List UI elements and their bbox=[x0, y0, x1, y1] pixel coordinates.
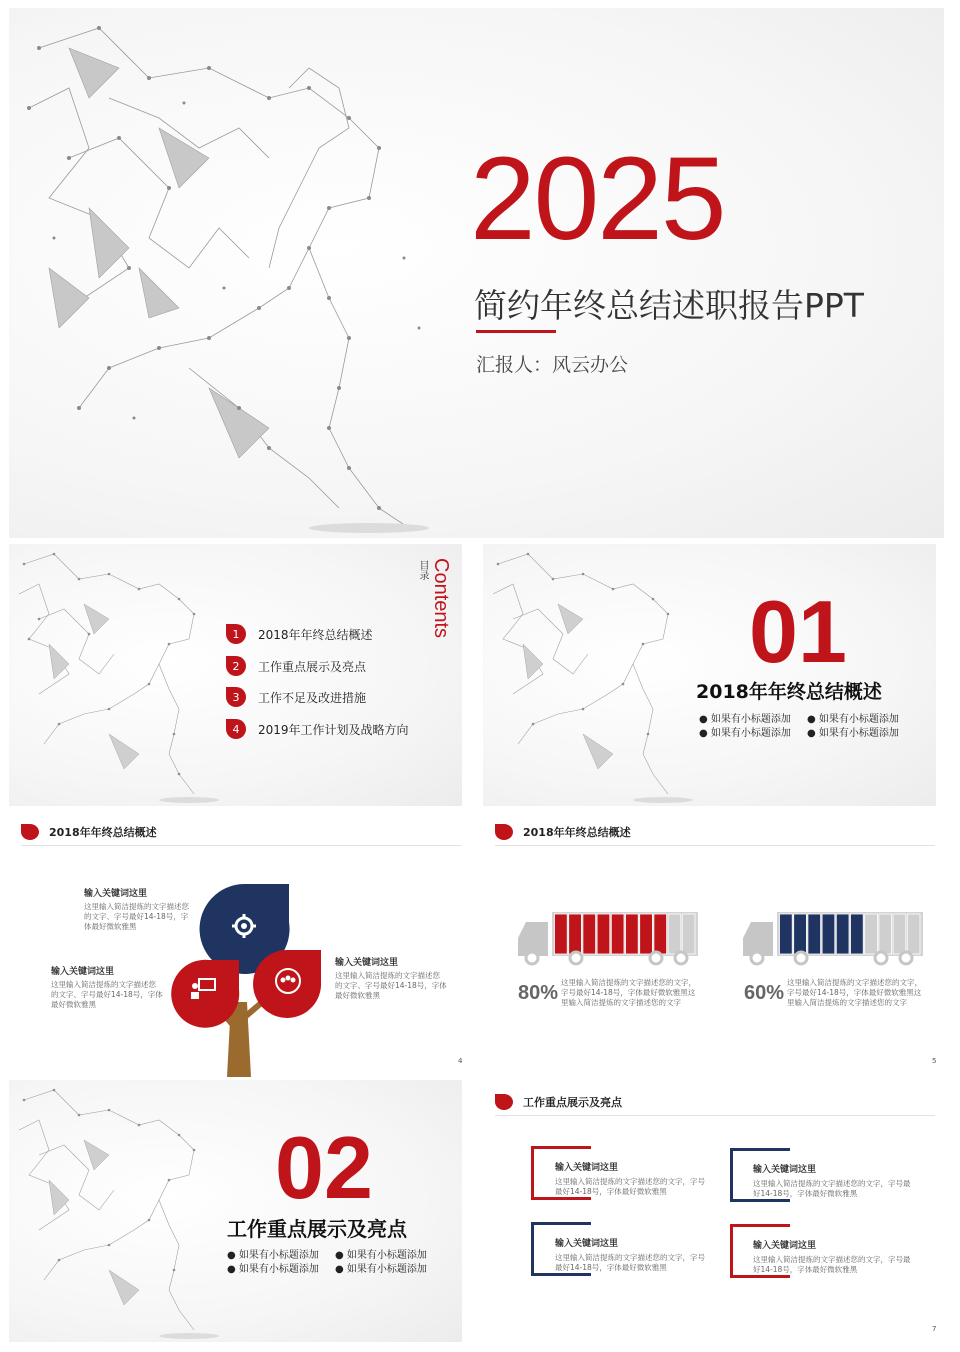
toc-item-1[interactable] bbox=[226, 623, 373, 645]
leaf-number-badge: 4 bbox=[226, 719, 246, 739]
slide-contents bbox=[9, 544, 462, 806]
bullet-item: ● 如果有小标题添加 bbox=[699, 728, 791, 739]
truck-2-body: 这里输入简洁提炼的文字描述您的文字，字号最好14-18号，字体最好微软雅黑这里输入简洁提炼的文字描述您的文字 bbox=[787, 978, 922, 1007]
toc-item-3[interactable] bbox=[226, 686, 366, 708]
truck-cell-filled bbox=[836, 914, 849, 954]
truck-cell-filled bbox=[611, 914, 624, 954]
text-block-2 bbox=[51, 964, 163, 1010]
truck-cell-empty bbox=[682, 914, 695, 954]
polygon-runner-illustration bbox=[9, 8, 479, 538]
toc-item-label: 2019年工作计划及战略方向 bbox=[258, 722, 409, 737]
gear-icon bbox=[231, 913, 257, 939]
cover-title: 简约年终总结述职报告PPT bbox=[474, 286, 864, 325]
text-block-body: 这里输入简洁提炼的文字描述您的文字、字号最好14-18号，字体最好微软雅黑 bbox=[84, 902, 189, 931]
section-title: 工作重点展示及亮点 bbox=[227, 1217, 407, 1241]
contents-cn-label: 目录 bbox=[417, 560, 428, 580]
card-title: 输入关键词这里 bbox=[753, 1241, 817, 1251]
card-body: 这里输入简洁提炼的文字描述您的文字，字号最好14-18号，字体最好微软雅黑 bbox=[555, 1253, 705, 1272]
text-block-body: 这里输入简洁提炼的文字描述您的文字、字号最好14-18号，字体最好微软雅黑 bbox=[335, 971, 447, 1000]
toc-item-label: 2018年年终总结概述 bbox=[258, 627, 373, 642]
slide-header-title: 2018年年终总结概述 bbox=[49, 826, 157, 839]
header-divider bbox=[21, 845, 461, 846]
truck-cell-filled bbox=[808, 914, 821, 954]
slide-header bbox=[495, 1094, 622, 1110]
truck-cell-filled bbox=[626, 914, 639, 954]
truck-cell-filled bbox=[583, 914, 596, 954]
header-divider bbox=[495, 845, 935, 846]
team-icon bbox=[274, 967, 302, 995]
bullet-item: ● 如果有小标题添加 bbox=[227, 1250, 319, 1261]
bullet-column-right bbox=[335, 1246, 427, 1274]
toc-item-label: 工作重点展示及亮点 bbox=[258, 659, 367, 674]
slide-section-01 bbox=[483, 544, 936, 806]
cover-title-underline bbox=[476, 330, 556, 333]
truck-cell-empty bbox=[907, 914, 920, 954]
slide-header bbox=[495, 824, 631, 840]
slide-header bbox=[21, 824, 157, 840]
toc-item-label: 工作不足及改进措施 bbox=[258, 690, 367, 705]
truck-cell-filled bbox=[780, 914, 793, 954]
bullet-column-left bbox=[227, 1246, 319, 1274]
text-block-body: 这里输入简洁提炼的文字描述您的文字、字号最好14-18号，字体最好微软雅黑 bbox=[51, 980, 163, 1009]
slide-section-02 bbox=[9, 1080, 462, 1342]
truck-1-percent: 80% bbox=[518, 982, 559, 1004]
card-body: 这里输入简洁提炼的文字描述您的文字，字号最好14-18号，字体最好微软雅黑 bbox=[555, 1177, 705, 1196]
truck-cell-empty bbox=[893, 914, 906, 954]
card-title: 输入关键词这里 bbox=[555, 1163, 619, 1173]
bullet-item: ● 如果有小标题添加 bbox=[807, 728, 899, 739]
presentation-icon bbox=[190, 978, 216, 1000]
leaf-icon bbox=[495, 824, 513, 840]
truck-cell-empty bbox=[865, 914, 878, 954]
bullet-item: ● 如果有小标题添加 bbox=[335, 1250, 427, 1261]
card-body: 这里输入简洁提炼的文字描述您的文字，字号最好14-18号，字体最好微软雅黑 bbox=[753, 1255, 911, 1274]
leaf-icon bbox=[21, 824, 39, 840]
bullet-item: ● 如果有小标题添加 bbox=[699, 714, 791, 725]
polygon-runner-illustration bbox=[9, 544, 229, 806]
section-title: 2018年年终总结概述 bbox=[696, 681, 882, 703]
slide-highlights bbox=[483, 1080, 936, 1342]
truck-cell-empty bbox=[668, 914, 681, 954]
slide-cover bbox=[9, 8, 944, 538]
bullet-item: ● 如果有小标题添加 bbox=[227, 1264, 319, 1275]
polygon-runner-illustration bbox=[483, 544, 703, 806]
truck-cell-filled bbox=[794, 914, 807, 954]
slide-header-title: 2018年年终总结概述 bbox=[523, 826, 631, 839]
contents-en-label: Contents bbox=[430, 558, 452, 639]
highlight-card-4 bbox=[753, 1238, 913, 1275]
truck-progress-1 bbox=[516, 908, 701, 968]
card-title: 输入关键词这里 bbox=[753, 1165, 817, 1175]
truck-progress-2 bbox=[741, 908, 926, 968]
bullet-item: ● 如果有小标题添加 bbox=[807, 714, 899, 725]
truck-cell-filled bbox=[569, 914, 582, 954]
bullet-item: ● 如果有小标题添加 bbox=[335, 1264, 427, 1275]
text-block-title: 输入关键词这里 bbox=[84, 889, 148, 899]
slide-truck-progress bbox=[483, 812, 936, 1074]
toc-item-4[interactable] bbox=[226, 718, 409, 740]
highlight-card-3 bbox=[555, 1236, 710, 1273]
truck-cell-filled bbox=[640, 914, 653, 954]
truck-cell-empty bbox=[879, 914, 892, 954]
page-number: 7 bbox=[932, 1325, 937, 1333]
page-number: 4 bbox=[458, 1057, 463, 1065]
truck-cell-filled bbox=[851, 914, 864, 954]
slide-header-title: 工作重点展示及亮点 bbox=[523, 1096, 622, 1109]
cover-year: 2025 bbox=[470, 133, 725, 265]
leaf-number-badge: 2 bbox=[226, 656, 246, 676]
text-block-title: 输入关键词这里 bbox=[335, 958, 399, 968]
section-number: 01 bbox=[749, 582, 847, 681]
leaf-number-badge: 3 bbox=[226, 687, 246, 707]
text-block-1 bbox=[84, 886, 194, 932]
text-block-title: 输入关键词这里 bbox=[51, 967, 115, 977]
text-block-3 bbox=[335, 955, 447, 1001]
toc-item-2[interactable] bbox=[226, 655, 366, 677]
card-body: 这里输入简洁提炼的文字描述您的文字，字号最好14-18号，字体最好微软雅黑 bbox=[753, 1179, 911, 1198]
section-number: 02 bbox=[275, 1118, 373, 1217]
card-title: 输入关键词这里 bbox=[555, 1239, 619, 1249]
truck-cell-filled bbox=[822, 914, 835, 954]
highlight-card-2 bbox=[753, 1162, 913, 1199]
highlight-card-1 bbox=[555, 1160, 710, 1197]
truck-cell-filled bbox=[555, 914, 568, 954]
bullet-column-right bbox=[807, 710, 899, 738]
truck-2-percent: 60% bbox=[744, 982, 785, 1004]
leaf-icon bbox=[495, 1094, 513, 1110]
slide-tree-overview bbox=[9, 812, 462, 1074]
leaf-number-badge: 1 bbox=[226, 624, 246, 644]
truck-cell-filled bbox=[597, 914, 610, 954]
header-divider bbox=[495, 1115, 935, 1116]
bullet-column-left bbox=[699, 710, 791, 738]
polygon-runner-illustration bbox=[9, 1080, 229, 1342]
page-number: 5 bbox=[932, 1057, 937, 1065]
cover-reporter: 汇报人：风云办公 bbox=[476, 354, 629, 376]
truck-cell-filled bbox=[654, 914, 667, 954]
truck-1-body: 这里输入简洁提炼的文字描述您的文字，字号最好14-18号，字体最好微软雅黑这里输入简洁提炼的文字描述您的文字 bbox=[561, 978, 696, 1007]
